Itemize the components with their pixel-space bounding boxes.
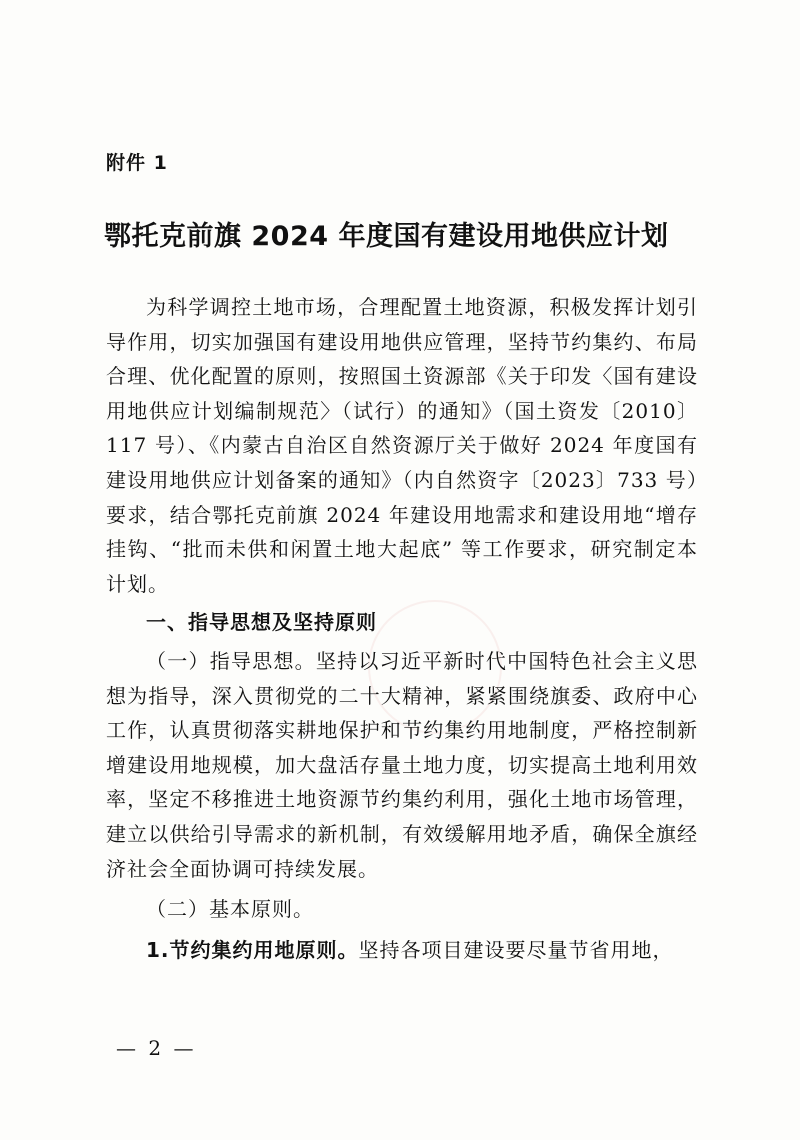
section-heading-guidance: 一、指导思想及坚持原则 xyxy=(146,610,377,635)
intro-paragraph: 为科学调控土地市场，合理配置土地资源，积极发挥计划引导作用，切实加强国有建设用地供应管理，坚持节约集约、布局合理、优化配置的原则，按照国土资源部《关于印发〈国有建设用地供应计划编制规范〉（试行）的通知》（国土资发〔2010〕117 号）、《内蒙古自治区自然资源厅关于做好 2024 年度国有建设用地供应计划备案的通知》（内自然资字〔2023〕733 号）要求，结合鄂托克前旗 2024 年建设用地需求和建设用地“增存挂钩、“批而未供和闲置土地大起底” 等工作要求，研究制定本计划。 xyxy=(106,295,698,596)
document-title: 鄂托克前旗 2024 年度国有建设用地供应计划 xyxy=(104,221,669,252)
attachment-label: 附件 1 xyxy=(106,152,168,174)
guiding-thought-text: 坚持以习近平新时代中国特色社会主义思想为指导，深入贯彻党的二十大精神，紧紧围绕旗委、政府中心工作，认真贯彻落实耕地保护和节约集约用地制度，严格控制新增建设用地规模，加大盘活存量土地力度，切实提高土地利用效率，坚定不移推进土地资源节约集约利用，强化土地市场管理，建立以供给引导需求的新机制，有效缓解用地矛盾，确保全旗经济社会全面协调可持续发展。 xyxy=(106,648,699,881)
principle-1-text: 坚持各项目建设要尽量节省用地， xyxy=(358,937,674,962)
document-body xyxy=(106,290,698,967)
basic-principles-heading: （二）基本原则。 xyxy=(146,897,314,922)
principle-1-label: 1.节约集约用地原则。 xyxy=(146,937,359,962)
page-number: — 2 — xyxy=(116,1036,197,1060)
guiding-thought-label: （一）指导思想。 xyxy=(146,648,316,673)
guiding-thought-paragraph xyxy=(106,644,698,886)
principle-1-paragraph xyxy=(106,933,698,968)
